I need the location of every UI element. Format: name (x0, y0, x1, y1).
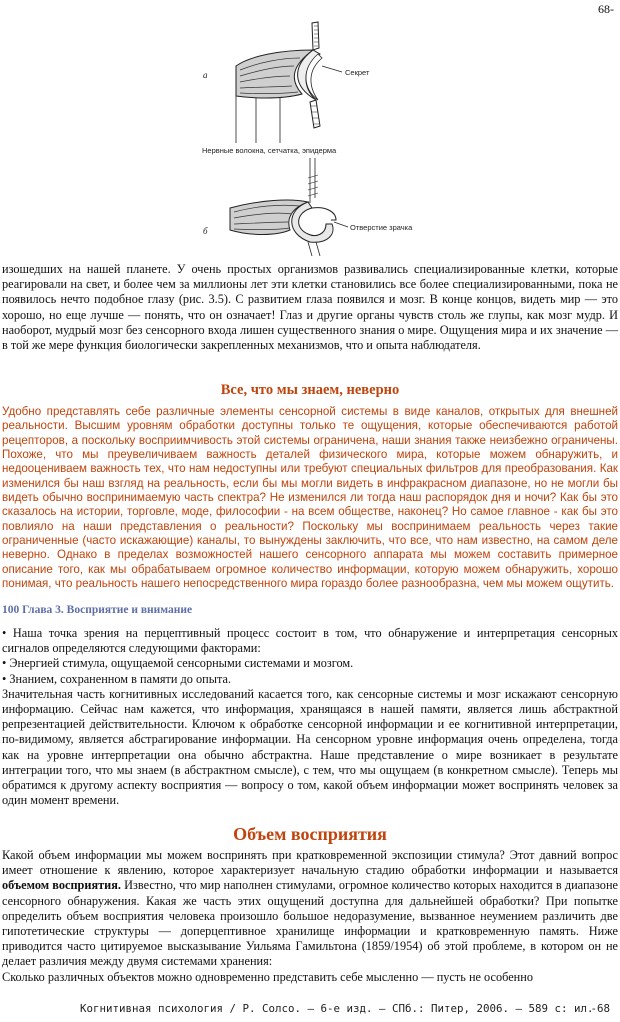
paragraph-3-part-2: Известно, что мир наполнен стимулами, огромное количество которых находится в диапазоне сенсорного обнаружения. Какая же часть этих ощущений доступна для дальнейшей обработки? При попытке определить объем восприятия человека произошло большое недоразумение, вызванное неумением различить две гипотетические структуры — доперцептивное хранилище информации и кратковременную память. Ниже приводится часто цитируемое высказывание Уильяма Гамильтона (1859/1954) об этой проблеме, в котором он не делает различия между двумя системами хранения: (2, 878, 618, 969)
factors-block (2, 626, 618, 808)
span-block (2, 848, 618, 985)
paragraph-4: Сколько различных объектов можно одновременно представить себе мысленно — пусть не особенно (2, 969, 533, 984)
chapter-line: 100 Глава 3. Восприятие и внимание (2, 604, 193, 616)
term-perception-span: объемом восприятия. (2, 878, 121, 893)
eye-evolution-figure (190, 8, 450, 258)
list-item-2: • Знанием, сохраненном в памяти до опыта. (2, 671, 232, 686)
heading-perception-span: Объем восприятия (233, 824, 387, 844)
paragraph-2: Значительная часть когнитивных исследований касается того, как сенсорные системы и мозг искажают сенсорную информацию. Сейчас нам кажется, что информация, хранящаяся в нашей памяти, является лишь абстрактной репрезентацией действительности. Ключом к обработке сенсорной информации и ее когнитивной интерпретации, по-видимому, является абстрагирование информации. На сенсорном уровне информация очень определена, тогда как на уровне интерпретации она обычно абстрактна. Наше представление о мире возникает в результате интеграции того, что мы знаем (в абстрактном смысле), с тем, что мы ощущаем (в конкретном смысле). Теперь мы обратимся к другому аспекту восприятия — вопросу о том, какой объем информации может воспринять человек за один момент времени. (2, 686, 618, 808)
figure-label-a: а (203, 70, 208, 80)
heading-everything-we-know-is-wrong: Все, что мы знаем, неверно (220, 382, 400, 398)
highlight-text: Удобно представлять себе различные элементы сенсорной системы в виде каналов, открытых для внешней реальности. Высшим уровням обработки доступны только те ощущения, которые обеспечиваются работой рецепторов, а поскольку восприимчивость этой системы ограничена, наши знания также неизбежно ограничены. Похоже, что мы преувеличиваем важность деталей физического мира, которые можем обнаружить, и недооцениваем важность тех, что нам недоступны или требуют специальных фильтров для преобразования. Как изменился бы наш взгляд на реальность, если бы мы могли видеть в инфракрасном диапазоне, но не могли бы видеть обычно воспринимаемую часть спектра? Не изменился ли тогда наш распорядок дня и ночи? Как бы это сказалось на истории, торговле, моде, философии - на всем обществе, наконец? Но самое главное - как бы это повлияло на наши представления о реальности? Поскольку мы воспринимаем реальность через такие ограниченные (часто искажающие) каналы, то вынуждены заключить, что все, что нам известно, на самом деле неверно. Однако в пределах возможностей нашего сенсорного аппарата мы можем составить примерное описание того, как мы обрабатываем огромное количество информации, которую можем обнаружить, хорошо понимая, что реальность нашего непосредственного мира гораздо более разнообразна, чем мы можем ощутить. (2, 405, 618, 591)
figure-diagram-b (203, 158, 413, 256)
page-number-top: 68- (598, 2, 614, 16)
paragraph-3-part-1: Какой объем информации мы можем воспринять при кратковременной экспозиции стимула? Этот давний вопрос имеет отношение к явлению, которое характеризует начальную стадию обработки информации и называется (2, 848, 618, 878)
paragraph-3 (2, 848, 618, 970)
paragraph-1: изошедших на нашей планете. У очень простых организмов развивались специализированные клетки, которые реагировали на свет, и более чем за миллионы лет эти клетки становились все более специализированными, пока не появилось нечто подобное глазу (рис. 3.5). С развитием глаза появился и мозг. В конце концов, видеть мир — это хорошо, но еще лучше — понять, что он означает! Глаз и другие органы чувств столь же глупы, как мозг мудр. И наоборот, мудрый мозг без сенсорного входа лишен существенного знания о мире. Ощущения мира и их значение — в той же мере функция биологически закрепленных механизмов, что и опыта наблюдателя. (2, 262, 618, 353)
figure-label-nerves: Нервные волокна, сетчатка, эпидерма (202, 146, 337, 155)
list-item-1: • Энергией стимула, ощущаемой сенсорными системами и мозгом. (2, 656, 354, 671)
figure-label-secret: Секрет (345, 68, 370, 77)
figure-diagram-a (202, 22, 370, 155)
list-intro: • Наша точка зрения на перцептивный процесс состоит в том, что обнаружение и интерпретация сенсорных сигналов определяются следующими факторами: (2, 626, 618, 656)
intro-paragraph (2, 262, 618, 353)
figure-label-pupil: Отверстие зрачка (350, 223, 413, 232)
highlight-block (2, 405, 618, 591)
figure-label-b: б (203, 226, 208, 236)
footer-citation: Когнитивная психология / Р. Солсо. — 6-е изд. — СПб.: Питер, 2006. — 589 с: ил. (80, 1002, 594, 1015)
page-number-bottom: -68 (590, 1002, 610, 1015)
